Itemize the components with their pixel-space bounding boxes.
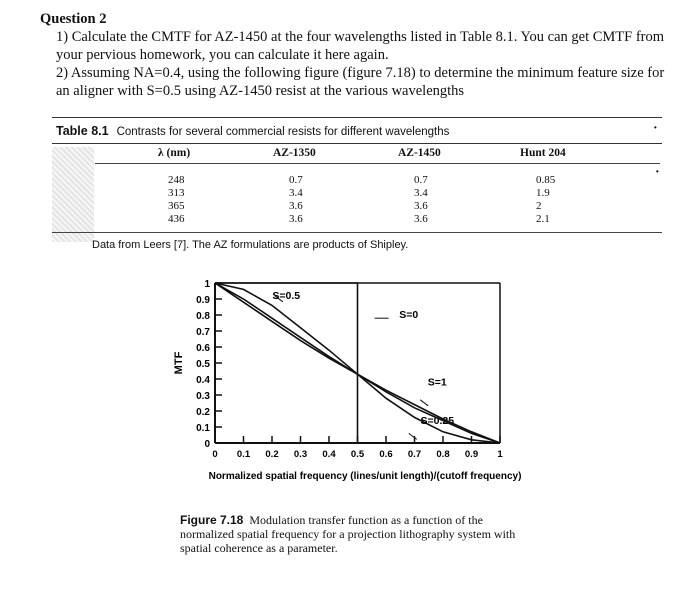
cell-az1350: 3.4	[289, 187, 303, 199]
scan-dot: ·	[655, 165, 660, 180]
mtf-chart	[170, 275, 550, 487]
x-tick-label: 0.6	[379, 449, 393, 460]
question-block	[40, 10, 680, 100]
question-title: Question 2	[40, 11, 107, 27]
x-axis-label: Normalized spatial frequency (lines/unit length)/(cutoff frequency)	[208, 471, 522, 482]
column-az1450	[414, 174, 428, 226]
y-tick-label: 1	[204, 279, 210, 290]
series-label: S=1	[427, 376, 447, 389]
table-bottom-rule	[52, 232, 662, 233]
column-wavelengths	[168, 174, 185, 226]
scan-dot: ·	[653, 121, 658, 136]
x-tick-label: 0.4	[322, 449, 336, 460]
cell-wavelength: 313	[168, 187, 185, 199]
cell-az1450: 3.6	[414, 213, 428, 225]
header-hunt204: Hunt 204	[520, 147, 566, 159]
table-subheader-rule	[95, 163, 660, 164]
y-axis-label: MTF	[173, 351, 185, 375]
question-part-2: 2) Assuming NA=0.4, using the following figure (figure 7.18) to determine the minimum feature size for an aligner with S=0.5 using AZ-1450 resist at the various wavelengths	[56, 65, 665, 99]
cell-az1450: 0.7	[414, 174, 428, 186]
cell-az1450: 3.4	[414, 187, 428, 199]
x-tick-label: 0.2	[265, 449, 279, 460]
x-tick-label: 0.1	[236, 449, 251, 460]
y-tick-label: 0.4	[196, 375, 210, 386]
x-tick-label: 0.9	[464, 449, 479, 460]
cell-hunt204: 1.9	[536, 187, 550, 199]
series-label: S=0.5	[272, 290, 301, 302]
y-tick-label: 0.9	[196, 295, 210, 306]
table-caption	[56, 124, 449, 138]
y-tick-label: 0.3	[196, 391, 210, 402]
x-tick-label: 0	[212, 449, 218, 460]
cell-az1350: 3.6	[289, 213, 303, 225]
x-tick-label: 0.7	[407, 449, 422, 460]
cell-wavelength: 365	[168, 200, 185, 212]
figure-label: Figure 7.18	[180, 513, 244, 527]
table-label: Table 8.1	[56, 124, 109, 138]
x-tick-label: 0.5	[350, 449, 365, 460]
header-wavelength: λ (nm)	[158, 147, 191, 159]
header-az1350: AZ-1350	[273, 147, 316, 159]
series-label-leader	[420, 400, 428, 406]
cell-hunt204: 2.1	[536, 213, 550, 225]
cell-az1350: 3.6	[289, 200, 303, 212]
figure-caption	[180, 513, 530, 555]
series-label: S=0.25	[420, 414, 455, 427]
series-line	[215, 283, 500, 443]
y-tick-label: 0.2	[196, 407, 210, 418]
figure-caption-text: Modulation transfer function as a function of the normalized spatial frequency for a projection lithography system with spatial coherence as a parameter.	[180, 513, 516, 555]
question-part-1: 1) Calculate the CMTF for AZ-1450 at the four wavelengths listed in Table 8.1. You can get CMTF from your pervious homework, you can calculate it here again.	[56, 29, 665, 63]
cell-az1450: 3.6	[414, 200, 428, 212]
series-label-leader	[409, 433, 417, 439]
table-source-note: Data from Leers [7]. The AZ formulations are products of Shipley.	[92, 239, 409, 251]
y-tick-label: 0.5	[196, 359, 210, 370]
cell-hunt204: 2	[536, 200, 542, 212]
cell-az1350: 0.7	[289, 174, 303, 186]
cell-wavelength: 436	[168, 213, 185, 225]
y-tick-label: 0.8	[196, 311, 210, 322]
series-label: S=0	[399, 309, 419, 322]
table-top-rule	[52, 117, 662, 118]
table-caption-text: Contrasts for several commercial resists for different wavelengths	[116, 126, 450, 138]
column-hunt204	[536, 174, 555, 226]
y-tick-label: 0	[204, 439, 210, 450]
y-tick-label: 0.6	[196, 343, 210, 354]
scan-artifact	[52, 147, 94, 242]
header-az1450: AZ-1450	[398, 147, 441, 159]
x-tick-label: 1	[497, 449, 503, 460]
cell-wavelength: 248	[168, 174, 185, 186]
cell-hunt204: 0.85	[536, 174, 556, 186]
x-tick-label: 0.3	[293, 449, 308, 460]
column-az1350	[289, 174, 303, 226]
y-tick-label: 0.1	[196, 423, 210, 434]
table-header-rule	[52, 143, 662, 144]
y-tick-label: 0.7	[196, 327, 210, 338]
x-tick-label: 0.8	[436, 449, 450, 460]
